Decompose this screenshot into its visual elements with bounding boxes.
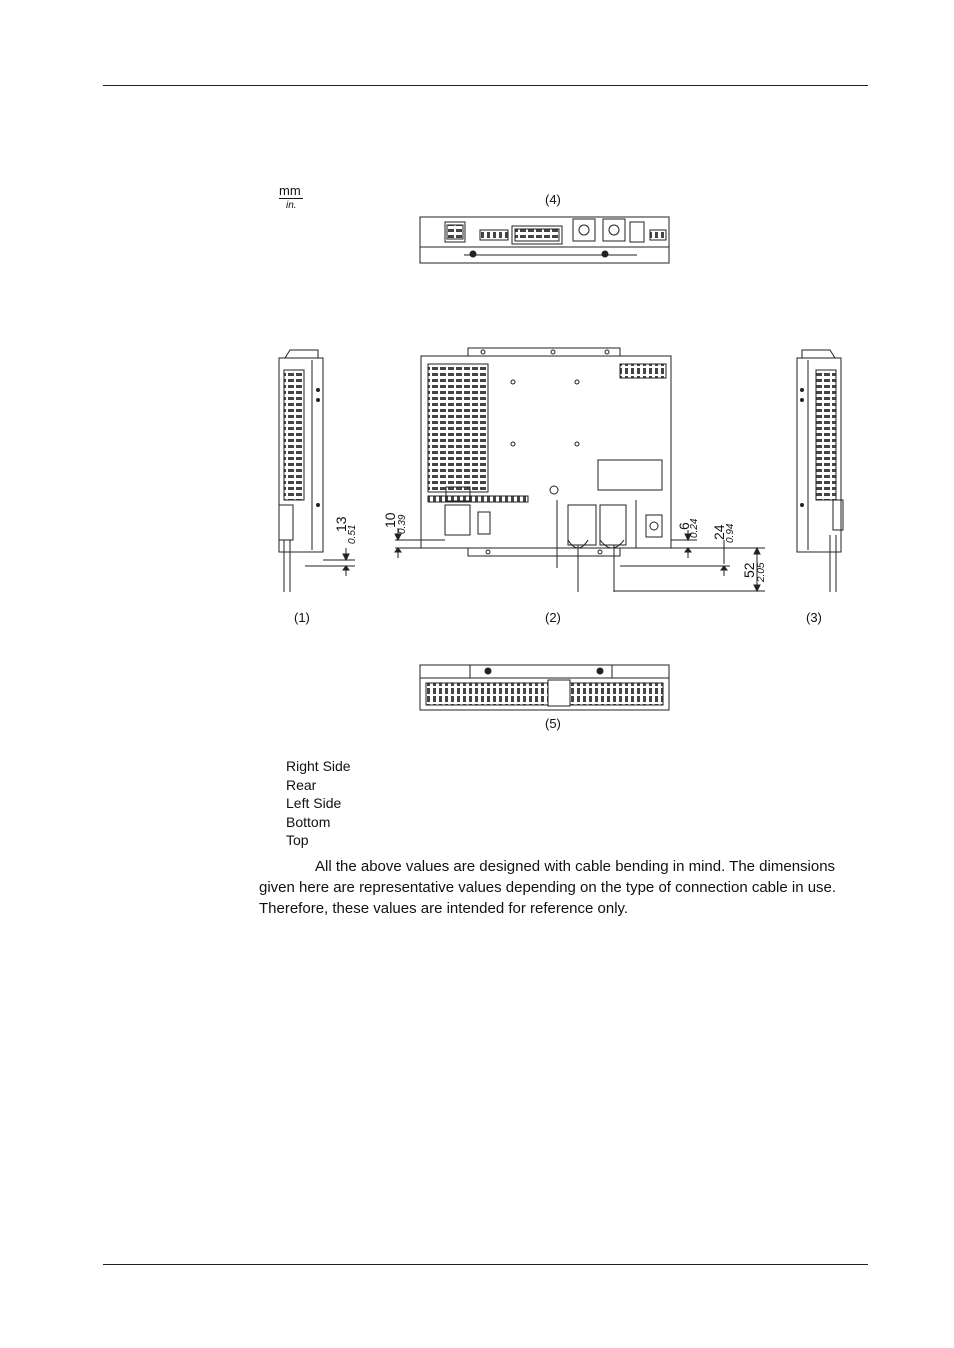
dim-10-mm: 10 (382, 512, 398, 528)
view-label-1: (1) (294, 610, 310, 625)
dim-6-in: 0.24 (689, 518, 700, 538)
dim-52-in: 2.05 (756, 562, 767, 582)
dim-52-mm: 52 (741, 562, 757, 578)
view-label-5: (5) (545, 716, 561, 731)
dim-10-in: 0.39 (397, 514, 408, 534)
right-side-view (279, 350, 355, 592)
note-paragraph (259, 856, 859, 919)
top-view (420, 217, 669, 263)
view-label-2: (2) (545, 610, 561, 625)
dim-24-mm: 24 (711, 524, 727, 540)
rear-view (395, 348, 765, 592)
dim-6-mm: 6 (676, 522, 692, 530)
legend-item: Top (286, 832, 309, 849)
dim-24-in: 0.94 (725, 523, 736, 543)
view-label-4: (4) (545, 192, 561, 207)
unit-mm-label: mm (279, 183, 301, 198)
legend-item: Left Side (286, 795, 342, 812)
legend-item: Right Side (286, 758, 351, 774)
note-text: All the above values are designed with cable bending in mind. The dimensions given here are representative values depending on the type of connection cable in use. Therefore, these values are intended for reference only. (259, 858, 837, 917)
unit-in-label: in. (286, 200, 297, 211)
legend-item: Bottom (286, 813, 331, 830)
left-side-view (797, 350, 843, 592)
dim-13-in: 0.51 (347, 524, 358, 544)
legend-item: Rear (286, 776, 317, 793)
view-label-3: (3) (806, 610, 822, 625)
bottom-view (420, 665, 669, 710)
view-legend (286, 757, 351, 850)
dim-13-mm: 13 (333, 516, 349, 532)
